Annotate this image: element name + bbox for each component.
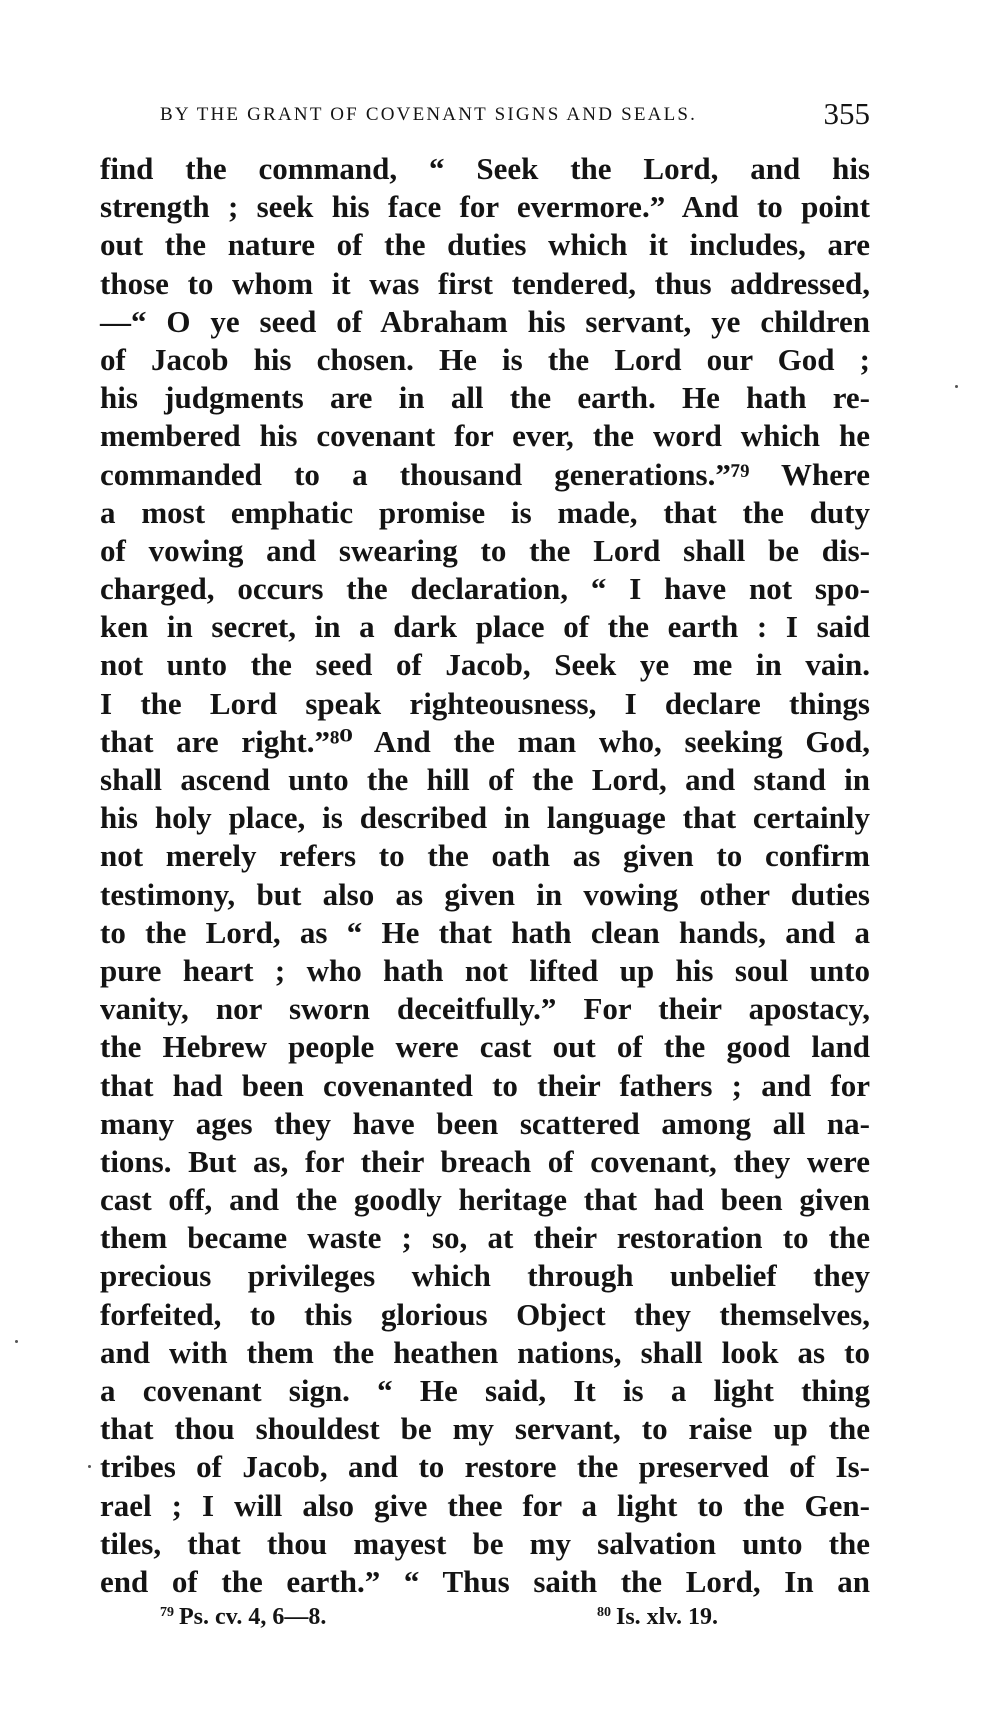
text-line: —“ O ye seed of Abraham his servant, ye children — [100, 303, 870, 339]
text-line: them became waste ; so, at their restoration to the — [100, 1220, 870, 1256]
text-line: and with them the heathen nations, shall look as to — [100, 1334, 870, 1370]
text-line: commanded to a thousand generations.”⁷⁹ Where — [100, 456, 870, 492]
text-line: vanity, nor sworn deceitfully.” For their apostacy, — [100, 991, 870, 1027]
text-line: of vowing and swearing to the Lord shall be dis- — [100, 532, 870, 568]
text-line: pure heart ; who hath not lifted up his soul unto — [100, 952, 870, 988]
text-line: a most emphatic promise is made, that the duty — [100, 494, 870, 530]
margin-speck — [955, 385, 958, 388]
text-line: the Hebrew people were cast out of the good land — [100, 1029, 870, 1065]
text-line: ken in secret, in a dark place of the earth : I said — [100, 609, 870, 645]
text-line: that are right.”⁸⁰ And the man who, seeking God, — [100, 723, 870, 759]
text-line: to the Lord, as “ He that hath clean hands, and a — [100, 914, 870, 950]
text-line: tions. But as, for their breach of covenant, they were — [100, 1143, 870, 1179]
margin-speck — [88, 1465, 91, 1468]
footnote — [160, 1604, 326, 1631]
text-line: strength ; seek his face for evermore.” And to point — [100, 189, 870, 225]
text-line: I the Lord speak righteousness, I declare things — [100, 685, 870, 721]
text-line: not merely refers to the oath as given to confirm — [100, 838, 870, 874]
text-line: many ages they have been scattered among all na- — [100, 1105, 870, 1141]
text-line: not unto the seed of Jacob, Seek ye me in vain. — [100, 647, 870, 683]
text-line: cast off, and the goodly heritage that had been given — [100, 1182, 870, 1218]
footnote-marker: 79 — [160, 1605, 174, 1620]
text-line: membered his covenant for ever, the word which he — [100, 418, 870, 454]
text-line: shall ascend unto the hill of the Lord, and stand in — [100, 762, 870, 797]
text-line: those to whom it was first tendered, thus addressed, — [100, 265, 870, 301]
text-line: rael ; I will also give thee for a light to the Gen- — [100, 1487, 870, 1523]
footnote-marker: 80 — [597, 1605, 611, 1620]
text-line: forfeited, to this glorious Object they themselves, — [100, 1296, 870, 1332]
text-line: his holy place, is described in language that certainly — [100, 800, 870, 836]
page-number: 355 — [823, 96, 870, 131]
running-head — [160, 96, 870, 136]
text-line: that thou shouldest be my servant, to raise up the — [100, 1411, 870, 1447]
text-line: end of the earth.” “ Thus saith the Lord, In an — [100, 1563, 870, 1599]
text-line: tiles, that thou mayest be my salvation unto the — [100, 1525, 870, 1561]
text-line: find the command, “ Seek the Lord, and his — [100, 151, 870, 186]
margin-speck — [15, 1340, 18, 1343]
text-line: charged, occurs the declaration, “ I have not spo- — [100, 571, 870, 607]
footnotes — [160, 1604, 800, 1644]
text-line: a covenant sign. “ He said, It is a light thing — [100, 1373, 870, 1408]
text-line: that had been covenanted to their fathers ; and for — [100, 1067, 870, 1103]
text-line: of Jacob his chosen. He is the Lord our God ; — [100, 341, 870, 377]
running-title: BY THE GRANT OF COVENANT SIGNS AND SEALS. — [160, 104, 698, 125]
text-line: precious privileges which through unbelief they — [100, 1258, 870, 1294]
text-line: his judgments are in all the earth. He hath re- — [100, 380, 870, 416]
text-line: tribes of Jacob, and to restore the preserved of Is- — [100, 1449, 870, 1485]
footnote-text: Ps. cv. 4, 6—8. — [179, 1604, 327, 1630]
footnote — [597, 1604, 718, 1631]
text-line: out the nature of the duties which it includes, are — [100, 227, 870, 263]
text-line: testimony, but also as given in vowing other duties — [100, 876, 870, 912]
body-text — [100, 150, 870, 1601]
footnote-text: Is. xlv. 19. — [616, 1604, 719, 1630]
